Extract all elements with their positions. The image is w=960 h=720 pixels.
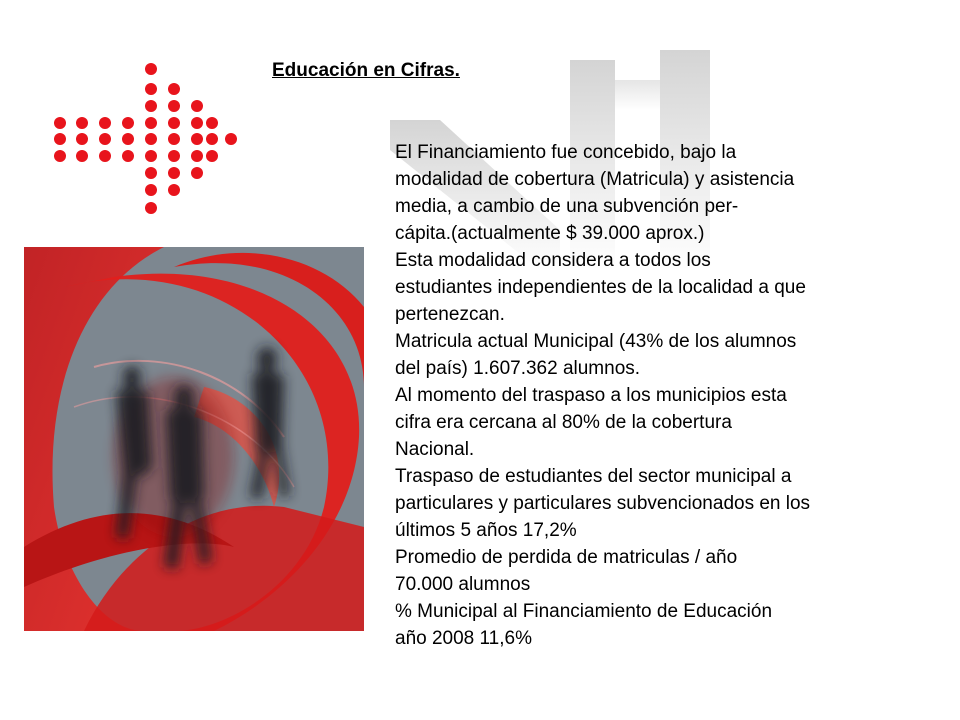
red-dot bbox=[168, 117, 180, 129]
paragraph-transfer-moment: Al momento del traspaso a los municipios esta cifra era cercana al 80% de la cobertura Nacional. bbox=[395, 385, 787, 460]
red-dot bbox=[191, 167, 203, 179]
red-dot bbox=[76, 117, 88, 129]
red-dot bbox=[54, 150, 66, 162]
paragraph-financing: El Financiamiento fue concebido, bajo la modalidad de cobertura (Matricula) y asistencia media, a cambio de una subvención per- cápita.(actualmente $ 39.000 aprox.) bbox=[395, 142, 795, 244]
red-dot bbox=[191, 133, 203, 145]
red-dot bbox=[122, 117, 134, 129]
red-dot bbox=[54, 117, 66, 129]
red-dot bbox=[99, 133, 111, 145]
red-dot bbox=[145, 63, 157, 75]
red-dot bbox=[225, 133, 237, 145]
red-dot bbox=[145, 117, 157, 129]
red-dot bbox=[145, 167, 157, 179]
red-dot bbox=[99, 150, 111, 162]
red-dot bbox=[168, 133, 180, 145]
red-dot bbox=[168, 150, 180, 162]
red-dot bbox=[76, 150, 88, 162]
red-dot bbox=[145, 202, 157, 214]
paragraph-municipal-share: % Municipal al Financiamiento de Educación año 2008 11,6% bbox=[395, 601, 773, 649]
red-dot bbox=[206, 117, 218, 129]
red-dot bbox=[122, 150, 134, 162]
red-dot bbox=[191, 100, 203, 112]
red-dot bbox=[76, 133, 88, 145]
red-dot bbox=[99, 117, 111, 129]
red-dot bbox=[168, 100, 180, 112]
red-dot-arrow-icon bbox=[40, 55, 250, 225]
red-dot bbox=[206, 133, 218, 145]
red-dot bbox=[145, 83, 157, 95]
red-dot bbox=[145, 150, 157, 162]
body-text bbox=[395, 139, 925, 652]
red-dot bbox=[122, 133, 134, 145]
red-dot bbox=[191, 117, 203, 129]
red-dot bbox=[168, 167, 180, 179]
red-dot bbox=[145, 184, 157, 196]
paragraph-student-transfer: Traspaso de estudiantes del sector municipal a particulares y particulares subvencionados en los últimos 5 años 17,2% bbox=[395, 466, 811, 541]
red-dot bbox=[168, 83, 180, 95]
abstract-walking-people-image bbox=[24, 247, 364, 631]
paragraph-enrollment: Matricula actual Municipal (43% de los alumnos del país) 1.607.362 alumnos. bbox=[395, 331, 797, 379]
red-dot bbox=[191, 150, 203, 162]
slide-title: Educación en Cifras. bbox=[272, 60, 460, 81]
red-dot bbox=[206, 150, 218, 162]
red-dot bbox=[168, 184, 180, 196]
red-dot bbox=[54, 133, 66, 145]
red-dot bbox=[145, 133, 157, 145]
red-dot bbox=[145, 100, 157, 112]
paragraph-enrollment-loss: Promedio de perdida de matriculas / año 70.000 alumnos bbox=[395, 547, 738, 595]
paragraph-modality: Esta modalidad considera a todos los estudiantes independientes de la localidad a que pertenezcan. bbox=[395, 250, 806, 325]
